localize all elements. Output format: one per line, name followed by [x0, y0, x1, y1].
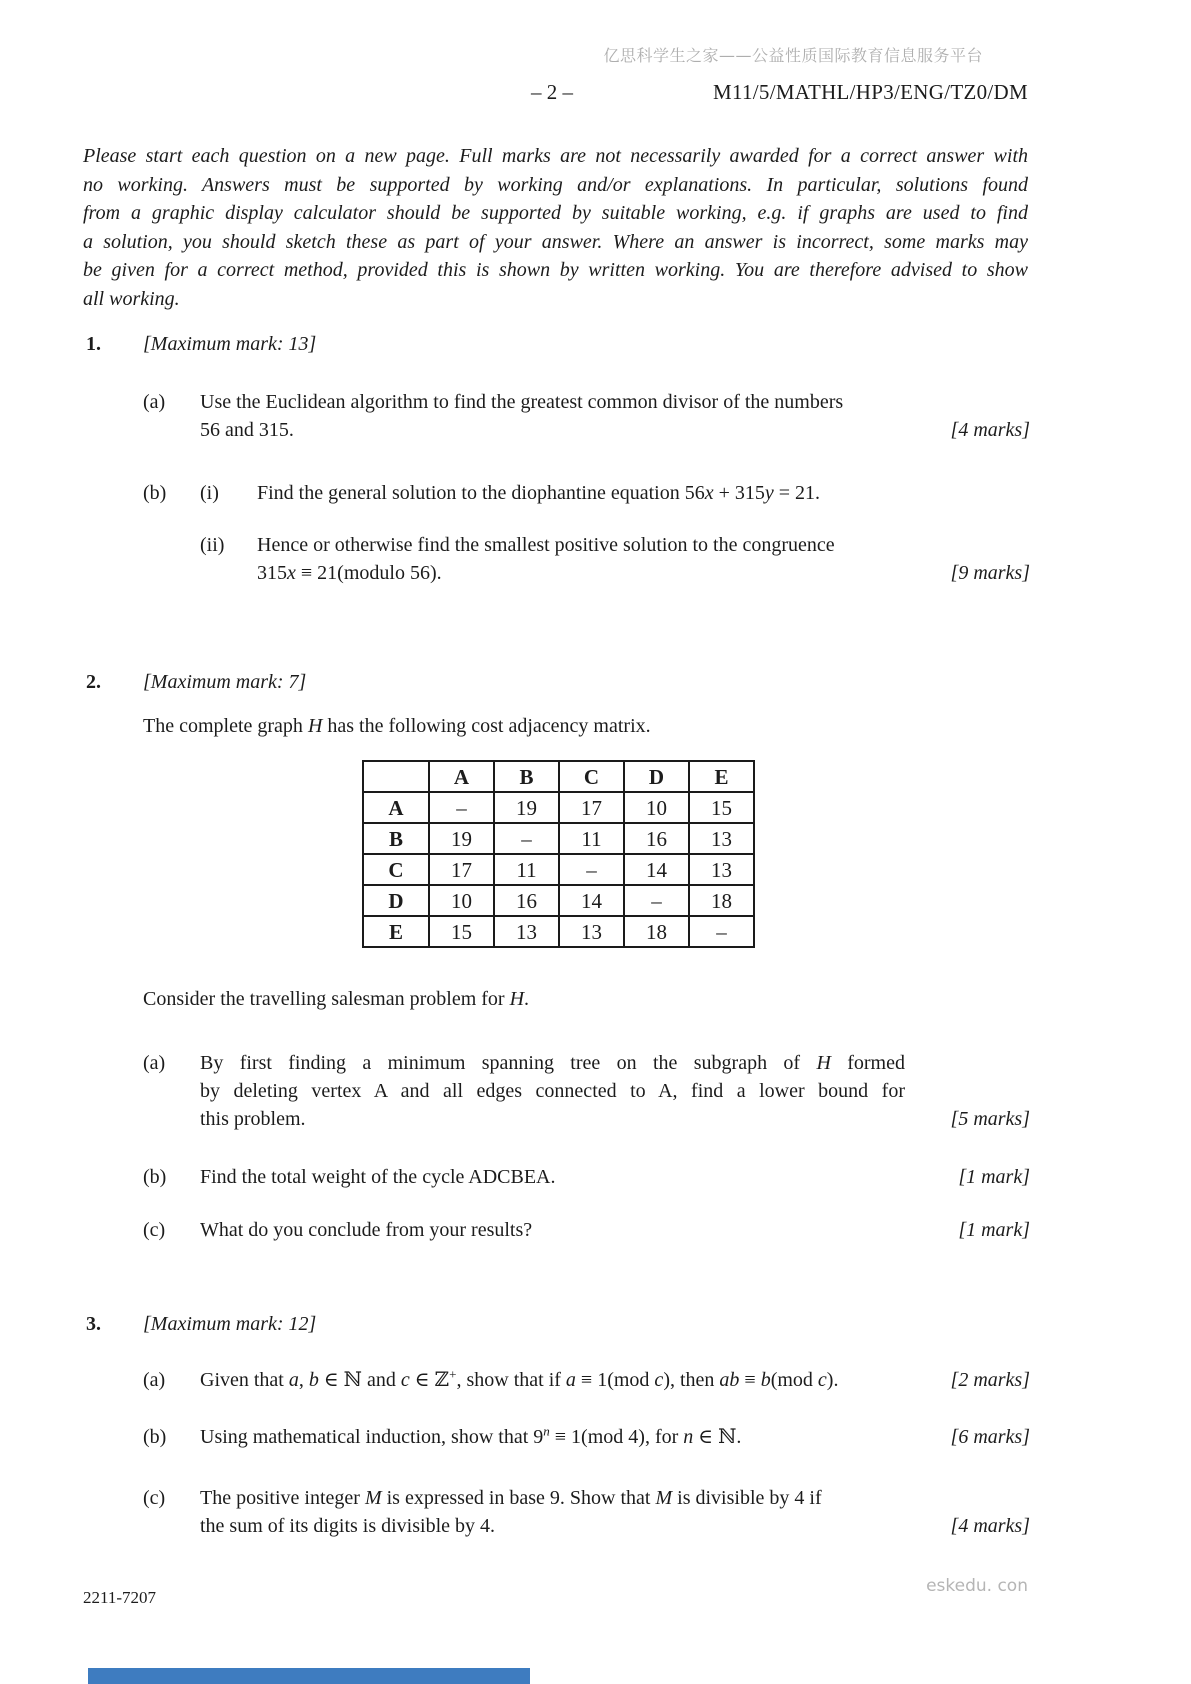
table-row-label: B: [363, 823, 429, 854]
maximum-mark: [Maximum mark: 7]: [143, 671, 307, 693]
marks-label: [2 marks]: [950, 1369, 1030, 1391]
table-header-cell: D: [624, 761, 689, 792]
table-cell: 17: [559, 792, 624, 823]
table-cell: 11: [559, 823, 624, 854]
table-header-cell: B: [494, 761, 559, 792]
table-cell: 14: [559, 885, 624, 916]
table-cell: –: [559, 854, 624, 885]
marks-label: [1 mark]: [958, 1166, 1030, 1188]
bottom-banner: [88, 1668, 530, 1684]
part-text-line: this problem.: [200, 1108, 306, 1130]
subpart-text-line: Find the general solution to the diophantine equation 56x + 315y = 21.: [257, 482, 821, 504]
table-cell: –: [429, 792, 494, 823]
table-cell: –: [494, 823, 559, 854]
cost-adjacency-table: [362, 760, 755, 948]
part-label: (a): [143, 1369, 166, 1391]
part-text-line: By first finding a minimum spanning tree on the subgraph of H formed: [200, 1052, 905, 1074]
question-3-part-a: [83, 1366, 1030, 1394]
subpart-text-line: Hence or otherwise find the smallest positive solution to the congruence: [257, 534, 835, 556]
question-3-heading: [83, 1310, 1030, 1338]
part-label: (c): [143, 1487, 166, 1509]
subpart-label: (ii): [200, 534, 225, 556]
subpart-text: [257, 531, 905, 587]
part-text: [200, 1049, 905, 1133]
marks-label: [5 marks]: [950, 1108, 1030, 1130]
part-label: (b): [143, 482, 167, 504]
table-row: [363, 916, 754, 947]
part-text-line: What do you conclude from your results?: [200, 1219, 533, 1241]
table-cell: 13: [494, 916, 559, 947]
table-row: [363, 823, 754, 854]
question-1-part-a: [83, 388, 1030, 444]
table-cell: –: [624, 885, 689, 916]
table-cell: 13: [689, 854, 754, 885]
marks-label: [9 marks]: [950, 562, 1030, 584]
part-label: (a): [143, 1052, 166, 1074]
instruction-line: Please start each question on a new page. Full marks are not necessarily awarded for a correct answer with: [83, 145, 1028, 167]
instruction-line: from a graphic display calculator should be supported by suitable working, e.g. if graphs are used to find: [83, 202, 1028, 224]
question-1-part-b-i: [83, 479, 1030, 507]
table-cell: 10: [624, 792, 689, 823]
table-row: [363, 885, 754, 916]
table-row: [363, 854, 754, 885]
question-2-heading: [83, 668, 1030, 696]
table-cell: 10: [429, 885, 494, 916]
part-text-line: 56 and 315.: [200, 419, 294, 441]
question-1-part-b-ii: [83, 531, 1030, 587]
table-row-label: A: [363, 792, 429, 823]
subpart-text-line: 315x ≡ 21(modulo 56).: [257, 562, 442, 584]
instructions-paragraph: [83, 142, 1028, 313]
table-header-cell: A: [429, 761, 494, 792]
marks-label: [6 marks]: [950, 1426, 1030, 1448]
table-row-label: C: [363, 854, 429, 885]
instruction-line: be given for a correct method, provided this is shown by written working. You are therefore advised to show: [83, 259, 1028, 281]
table-cell: 16: [494, 885, 559, 916]
question-body-line: The complete graph H has the following cost adjacency matrix.: [143, 715, 651, 737]
part-label: (c): [143, 1219, 166, 1241]
table-cell: 18: [624, 916, 689, 947]
question-2-part-a: [83, 1049, 1030, 1133]
table-row-label: E: [363, 916, 429, 947]
table-cell: 15: [429, 916, 494, 947]
table-cell: 18: [689, 885, 754, 916]
page-number: – 2 –: [531, 80, 573, 104]
part-text-line: The positive integer M is expressed in base 9. Show that M is divisible by 4 if: [200, 1487, 822, 1509]
question-1-heading: [83, 330, 1030, 358]
part-label: (b): [143, 1426, 167, 1448]
marks-label: [4 marks]: [950, 1515, 1030, 1537]
question-2-intro: [83, 712, 1030, 740]
table-header-cell: E: [689, 761, 754, 792]
paper-code: M11/5/MATHL/HP3/ENG/TZ0/DM: [712, 80, 1028, 104]
table-cell: 15: [689, 792, 754, 823]
question-2-part-c: [83, 1216, 1030, 1244]
table-row: [363, 792, 754, 823]
footer-doc-number: 2211-7207: [83, 1588, 157, 1607]
table-row-label: D: [363, 885, 429, 916]
table-cell: 19: [429, 823, 494, 854]
part-text-line: Find the total weight of the cycle ADCBEA.: [200, 1166, 556, 1188]
table-cell: 17: [429, 854, 494, 885]
part-text-line: the sum of its digits is divisible by 4.: [200, 1515, 496, 1537]
part-text-line: Using mathematical induction, show that $9^n \equiv 1(mod$ 4), for n ∈ ℕ.: [200, 1423, 742, 1448]
table-cell: 14: [624, 854, 689, 885]
part-text-line: by deleting vertex A and all edges connected to A, find a lower bound for: [200, 1080, 905, 1102]
part-text-line: Given that a, b ∈ ℕ and c ∈ ℤ+, show that if a ≡ 1(mod c), then ab ≡ b(mod c).: [200, 1366, 839, 1391]
part-text-line: Use the Euclidean algorithm to find the greatest common divisor of the numbers: [200, 391, 844, 413]
part-text: [200, 1484, 905, 1540]
instruction-line: all working.: [83, 287, 180, 310]
maximum-mark: [Maximum mark: 13]: [143, 333, 317, 355]
question-3-part-b: [83, 1423, 1030, 1451]
marks-label: [1 mark]: [958, 1219, 1030, 1241]
question-3-part-c: [83, 1484, 1030, 1540]
question-2-part-b: [83, 1163, 1030, 1191]
marks-label: [4 marks]: [950, 419, 1030, 441]
question-number: 3.: [86, 1313, 101, 1335]
question-number: 1.: [86, 333, 101, 355]
maximum-mark: [Maximum mark: 12]: [143, 1313, 317, 1335]
instruction-line: no working. Answers must be supported by working and/or explanations. In particular, solutions found: [83, 173, 1028, 196]
instruction-line: a solution, you should sketch these as part of your answer. Where an answer is incorrect, some marks may: [83, 230, 1028, 253]
subpart-label: (i): [200, 482, 219, 504]
table-cell: 13: [689, 823, 754, 854]
table-cell: 13: [559, 916, 624, 947]
table-header-row: [363, 761, 754, 792]
table-cell: 19: [494, 792, 559, 823]
footer-watermark: eskedu. con: [926, 1576, 1028, 1596]
part-label: (b): [143, 1166, 167, 1188]
question-2-consider: [83, 985, 1030, 1013]
header-watermark: 亿思科学生之家——公益性质国际教育信息服务平台: [603, 46, 983, 65]
question-body-line: Consider the travelling salesman problem for H.: [143, 988, 530, 1010]
part-label: (a): [143, 391, 166, 413]
question-number: 2.: [86, 671, 101, 693]
table-cell: 16: [624, 823, 689, 854]
table-header-cell: C: [559, 761, 624, 792]
table-corner-cell: [363, 761, 429, 792]
table-cell: –: [689, 916, 754, 947]
part-text: [200, 388, 905, 444]
table-cell: 11: [494, 854, 559, 885]
